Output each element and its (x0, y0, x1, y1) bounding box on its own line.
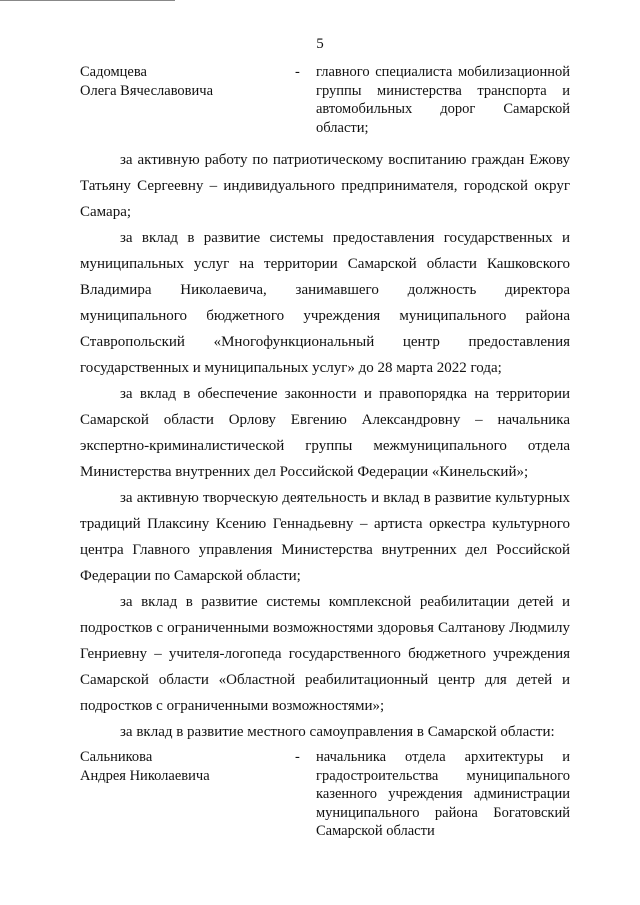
name-given: Олега Вячеславовича (80, 82, 214, 99)
page-number: 5 (316, 36, 324, 52)
person-name (80, 748, 280, 785)
name-surname: Садомцева (80, 64, 147, 80)
paragraph-local-government: за вклад в развитие местного самоуправления в Самарской области: (120, 724, 555, 740)
person-name (80, 63, 280, 100)
top-edge-line (0, 0, 175, 1)
dash-separator: - (295, 749, 300, 765)
paragraph-state-services: за вклад в развитие системы предоставления государственных и муниципальных услуг на территории Самарской области Кашковского Владимира Николаевича, занимавшего должность директора муниципального бюджетного учреждения муниципального района Ставропольский «Многофункциональный центр предоставления государственных и муниципальных услуг» до 28 марта 2022 года; (80, 230, 570, 376)
name-given: Андрея Николаевича (80, 767, 210, 784)
paragraph-creative: за активную творческую деятельность и вклад в развитие культурных традиций Плаксину Ксению Геннадьевну – артиста оркестра культурного центра Главного управления Министерства внутренних дел Российской Федерации по Самарской области; (80, 490, 570, 584)
person-position: начальника отдела архитектуры и градостроительства муниципального казенного учреждения администрации муниципального района Богатовский Самарской области (316, 749, 570, 839)
dash-separator: - (295, 64, 300, 80)
paragraph-patriotic: за активную работу по патриотическому воспитанию граждан Ежову Татьяну Сергеевну – индивидуального предпринимателя, городской округ Самара; (80, 152, 570, 220)
award-entry-sadomtsev (80, 63, 570, 135)
award-entry-salnikov (80, 748, 570, 843)
person-position: главного специалиста мобилизационной группы министерства транспорта и автомобильных дорог Самарской области; (316, 64, 570, 136)
paragraph-rehabilitation: за вклад в развитие системы комплексной реабилитации детей и подростков с ограниченными возможностями здоровья Салтанову Людмилу Генриевну – учителя-логопеда государственного бюджетного учреждения Самарской области «Областной реабилитационный центр для детей и подростков с ограниченными возможностями»; (80, 594, 570, 714)
name-surname: Сальникова (80, 749, 153, 765)
paragraph-law-order: за вклад в обеспечение законности и правопорядка на территории Самарской области Орлову Евгению Александровну – начальника экспертно-криминалистической группы межмуниципального отдела Министерства внутренних дел Российской Федерации «Кинельский»; (80, 386, 570, 480)
